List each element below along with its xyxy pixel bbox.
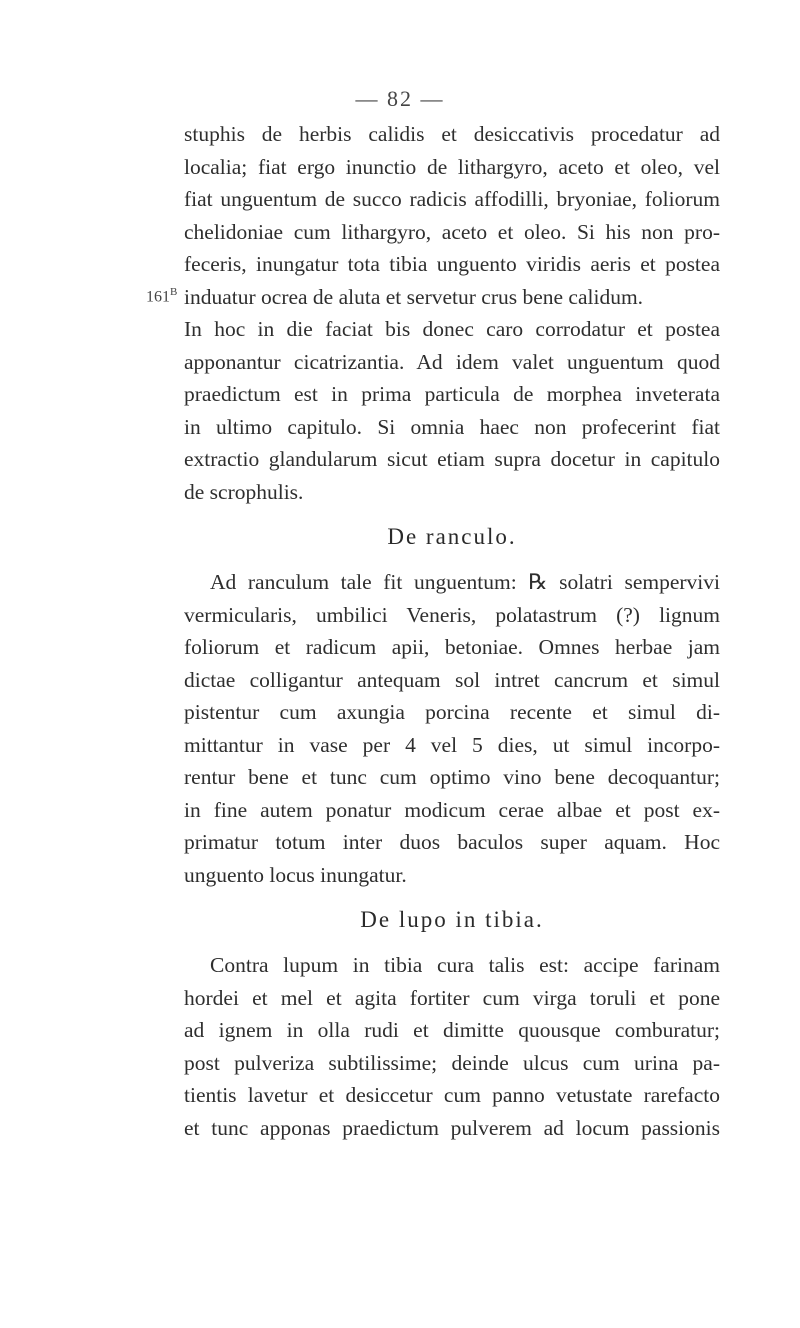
margin-folio-note <box>146 286 177 306</box>
text-line: tientis lavetur et desiccetur cum panno vetustate rarefacto <box>184 1083 720 1107</box>
text-line: feceris, inungatur tota tibia unguento viridis aeris et postea <box>184 252 720 276</box>
text-line: In hoc in die faciat bis donec caro corrodatur et postea <box>184 317 720 341</box>
text-line: foliorum et radicum apii, betoniae. Omnes herbae jam <box>184 635 720 659</box>
paragraph-lupo <box>184 949 720 1144</box>
text-line: et tunc apponas praedictum pulverem ad locum passionis <box>184 1115 720 1140</box>
margin-folio-number: 161 <box>146 288 170 306</box>
text-line: hordei et mel et agita fortiter cum virga toruli et pone <box>184 985 720 1010</box>
text-line: chelidoniae cum lithargyro, aceto et oleo. Si his non pro- <box>184 219 720 244</box>
text-line: de scrophulis. <box>184 479 304 504</box>
text-line: in fine autem ponatur modicum cerae albae et post ex- <box>184 797 720 822</box>
margin-folio-side: B <box>170 286 178 298</box>
text-line: pistentur cum axungia porcina recente et simul di- <box>184 700 720 724</box>
text-line: post pulveriza subtilissime; deinde ulcus cum urina pa- <box>184 1050 720 1075</box>
text-line: mittantur in vase per 4 vel 5 dies, ut simul incorpo- <box>184 732 720 757</box>
text-line: vermicularis, umbilici Veneris, polatastrum (?) lignum <box>184 602 720 627</box>
text-line: dictae colligantur antequam sol intret cancrum et simul <box>184 667 720 692</box>
text-line: stuphis de herbis calidis et desiccativis procedatur ad <box>184 122 720 146</box>
text-line: fiat unguentum de succo radicis affodilli, bryoniae, foliorum <box>184 187 720 211</box>
text-line: rentur bene et tunc cum optimo vino bene decoquantur; <box>184 765 720 789</box>
text-line: ad ignem in olla rudi et dimitte quousque comburatur; <box>184 1018 720 1042</box>
paragraph-ranculo <box>184 566 720 891</box>
text-line: unguento locus inungatur. <box>184 862 407 887</box>
text-line: in ultimo capitulo. Si omnia haec non profecerint fiat <box>184 414 720 439</box>
text-line: localia; fiat ergo inunctio de lithargyro, aceto et oleo, vel <box>184 154 720 179</box>
section-heading-lupo: De lupo in tibia. <box>360 907 544 932</box>
page-number: — 82 — <box>355 86 445 111</box>
text-line: Ad ranculum tale fit unguentum: ℞ solatri sempervivi <box>210 570 720 594</box>
text-column <box>184 118 720 1144</box>
text-line: extractio glandularum sicut etiam supra docetur in capitulo <box>184 447 720 471</box>
section-heading-ranculo: De ranculo. <box>387 524 517 549</box>
text-line: apponantur cicatrizantia. Ad idem valet unguentum quod <box>184 349 720 374</box>
text-line: primatur totum inter duos baculos super aquam. Hoc <box>184 830 720 854</box>
text-line: praedictum est in prima particula de morphea inveterata <box>184 382 720 406</box>
text-line: Contra lupum in tibia cura talis est: accipe farinam <box>210 953 720 977</box>
paragraph-continuation <box>184 118 720 508</box>
text-line: induatur ocrea de aluta et servetur crus bene calidum. <box>184 284 644 309</box>
